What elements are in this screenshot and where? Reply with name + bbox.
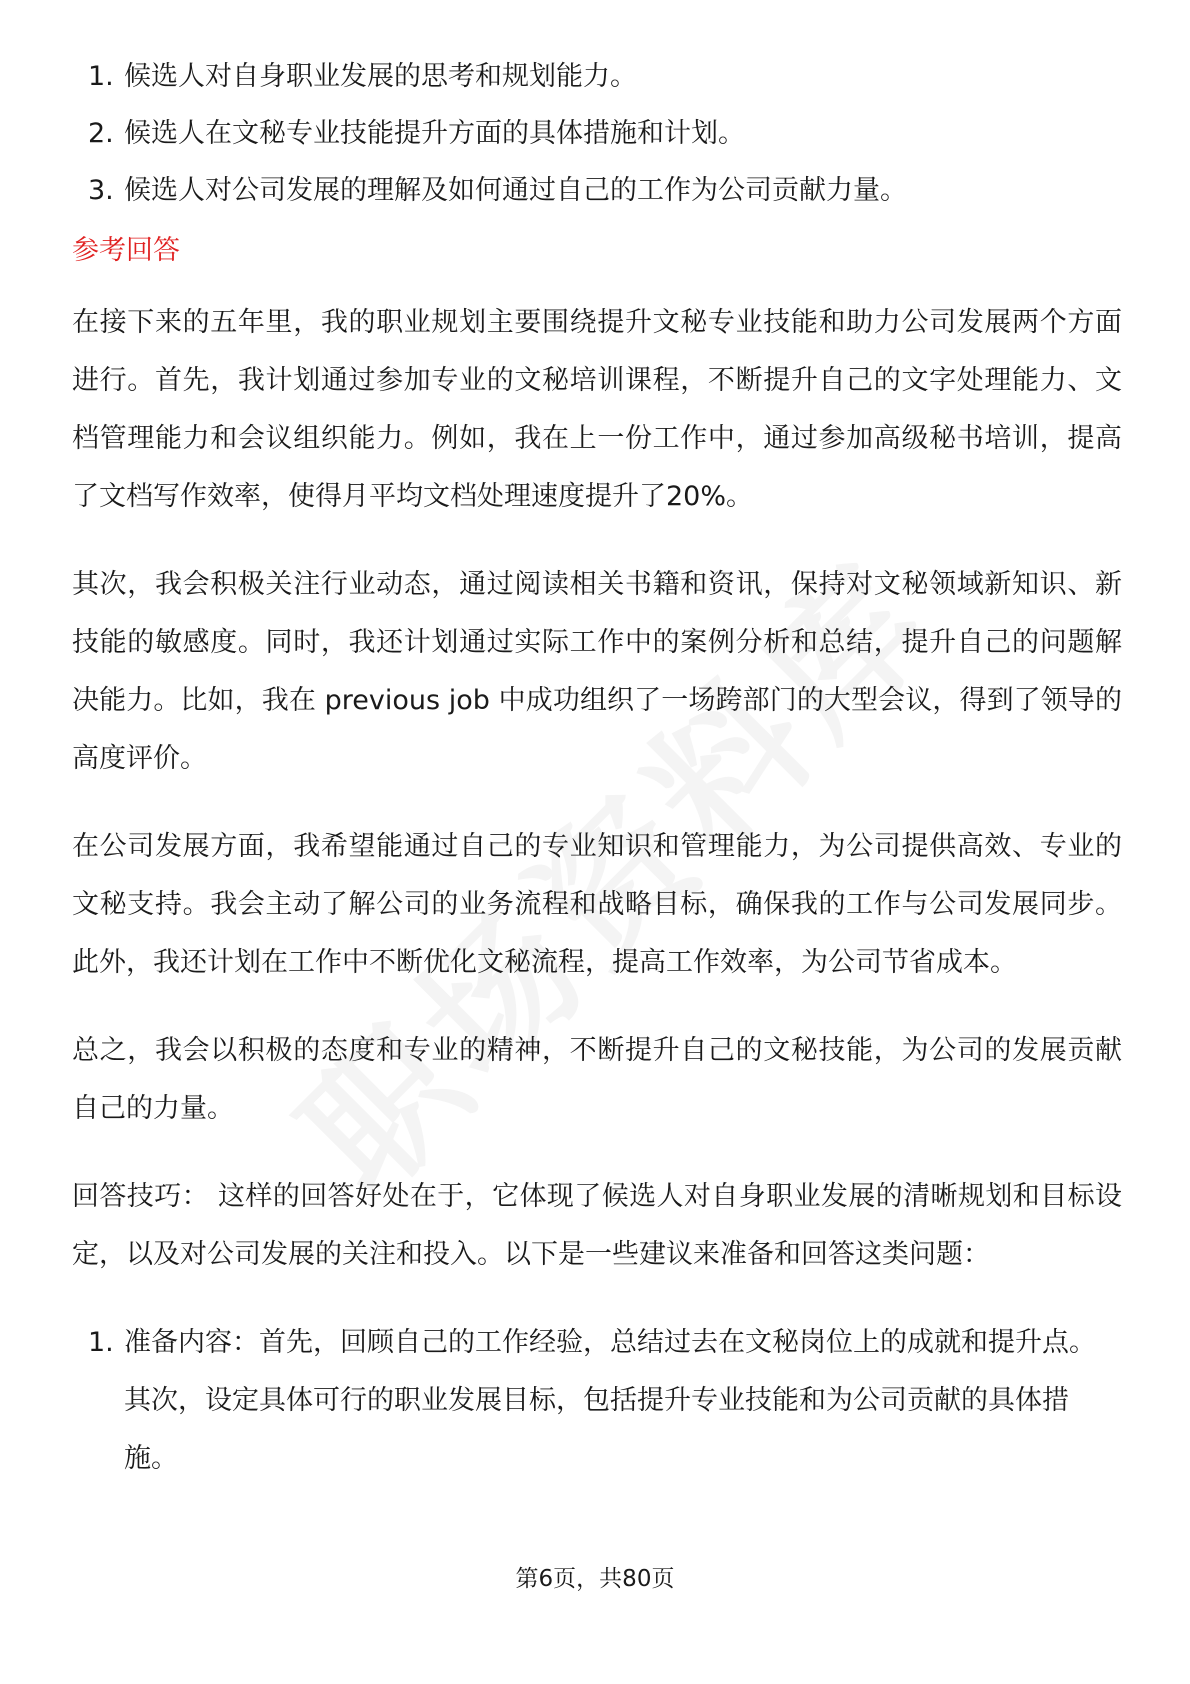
page-number-footer: 第6页，共80页: [515, 1566, 675, 1592]
section-heading: 参考回答: [72, 235, 180, 266]
answer-paragraph: 在接下来的五年里，我的职业规划主要围绕提升文秘专业技能和助力公司发展两个方面进行。首先，我计划通过参加专业的文秘培训课程，不断提升自己的文字处理能力、文档管理能力和会议组织能力。例如，我在上一份工作中，通过参加高级秘书培训，提高了文档写作效率，使得月平均文档处理速度提升了20%。: [72, 307, 1122, 512]
list-item-number: 1.: [88, 61, 114, 92]
criteria-list: [72, 58, 1122, 210]
list-item: [72, 1314, 1122, 1488]
list-item: [72, 58, 1122, 96]
list-item: [72, 172, 1122, 210]
answer-paragraph: 其次，我会积极关注行业动态，通过阅读相关书籍和资讯，保持对文秘领域新知识、新技能的敏感度。同时，我还计划通过实际工作中的案例分析和总结，提升自己的问题解决能力。比如，我在 previous job 中成功组织了一场跨部门的大型会议，得到了领导的高度评价。: [72, 569, 1122, 774]
list-item-number: 2.: [88, 118, 114, 149]
answer-paragraph: 在公司发展方面，我希望能通过自己的专业知识和管理能力，为公司提供高效、专业的文秘支持。我会主动了解公司的业务流程和战略目标，确保我的工作与公司发展同步。此外，我还计划在工作中不断优化文秘流程，提高工作效率，为公司节省成本。: [72, 831, 1122, 978]
tips-list: [72, 1314, 1122, 1488]
list-item-number: 3.: [88, 175, 114, 206]
list-item-text: 候选人对公司发展的理解及如何通过自己的工作为公司贡献力量。: [124, 175, 907, 206]
answer-paragraph: 总之，我会以积极的态度和专业的精神，不断提升自己的文秘技能，为公司的发展贡献自己的力量。: [72, 1035, 1122, 1124]
list-item-text: 候选人对自身职业发展的思考和规划能力。: [124, 61, 637, 92]
list-item-text: 候选人在文秘专业技能提升方面的具体措施和计划。: [124, 118, 745, 149]
list-item-text: 准备内容：首先，回顾自己的工作经验，总结过去在文秘岗位上的成就和提升点。其次，设定具体可行的职业发展目标，包括提升专业技能和为公司贡献的具体措施。: [124, 1327, 1096, 1474]
page-content: [72, 58, 1122, 1488]
tips-paragraph: 回答技巧： 这样的回答好处在于，它体现了候选人对自身职业发展的清晰规划和目标设定，以及对公司发展的关注和投入。以下是一些建议来准备和回答这类问题：: [72, 1181, 1122, 1270]
list-item: [72, 115, 1122, 153]
list-item-number: 1.: [88, 1327, 114, 1358]
